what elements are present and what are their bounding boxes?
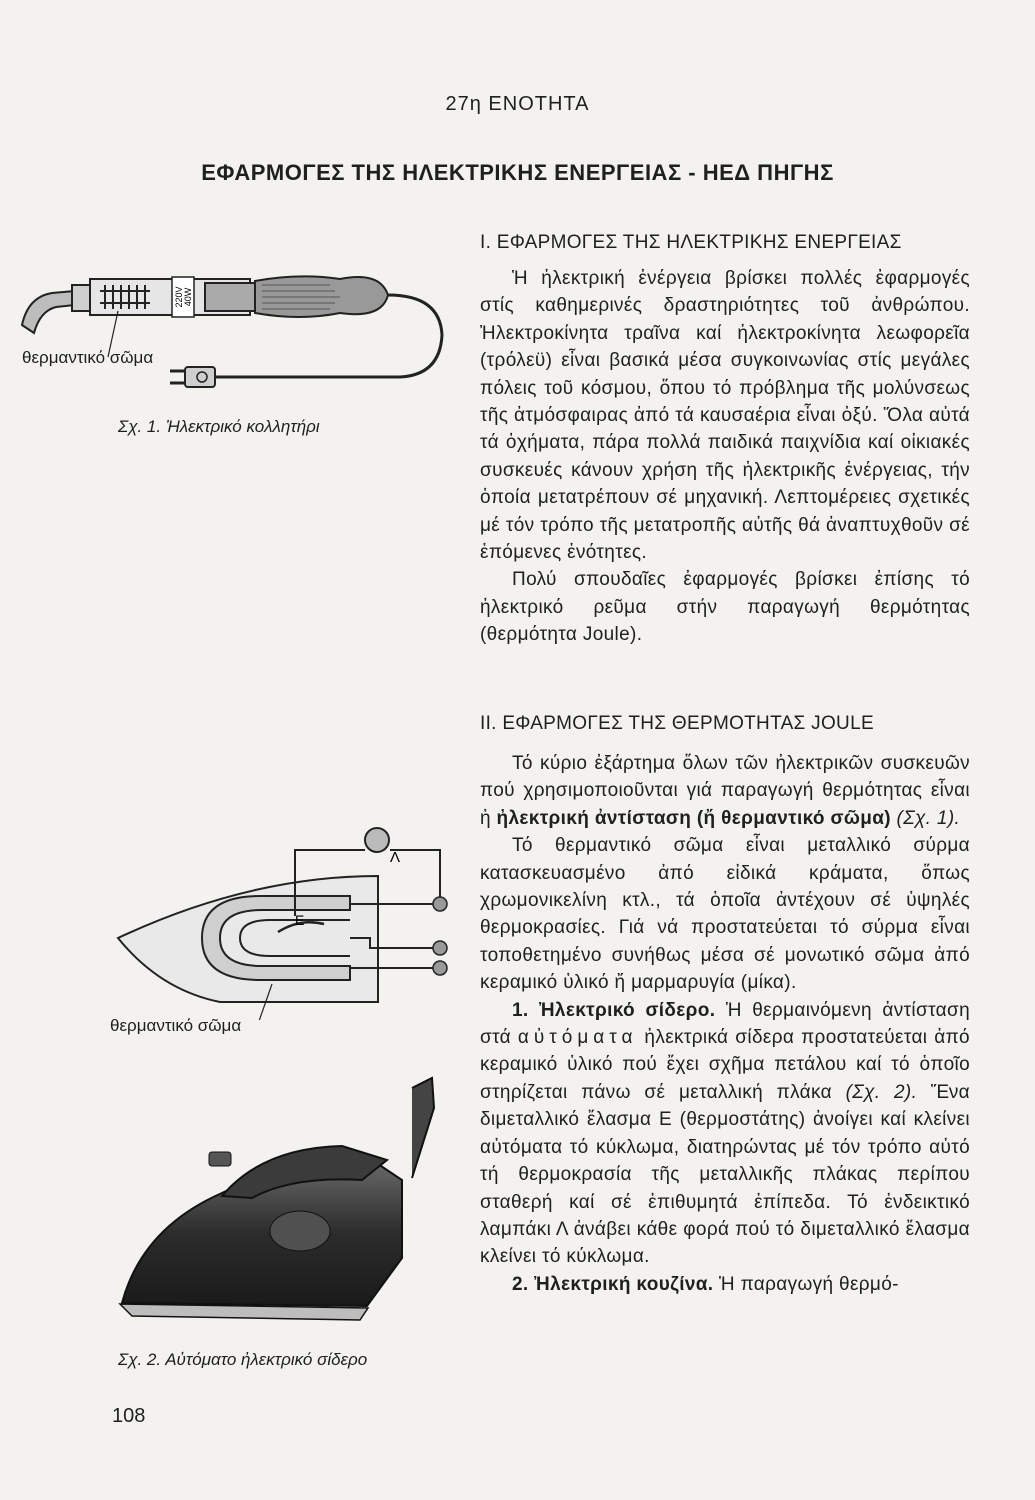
section2-paragraph-2 bbox=[480, 832, 970, 996]
s2p3-ref: (Σχ. 2). bbox=[845, 1081, 918, 1103]
electric-iron-photo bbox=[112, 1068, 452, 1338]
soldering-iron-illustration bbox=[0, 255, 470, 395]
section1-paragraph-2-text: Πολύ σπουδαῖες ἐφαρμογές βρίσκει ἐπίσης τό ἠλεκτρικό ρεῦμα στήν παραγωγή θερμότητας (θερμότητα Joule). bbox=[480, 569, 970, 646]
s2p1-term: ἠλεκτρική ἀντίσταση (ἤ θερμαντικό σῶμα) bbox=[496, 807, 891, 829]
figure2-label: θερμαντικό σῶμα bbox=[110, 1016, 242, 1035]
section2-paragraph-4 bbox=[480, 1271, 970, 1298]
section2-heading: ΙΙ. ΕΦΑΡΜΟΓΕΣ ΤΗΣ ΘΕΡΜΟΤΗΤΑΣ JOULE bbox=[480, 713, 874, 734]
page-number: 108 bbox=[112, 1405, 146, 1427]
s2p3-text-b: ἠλεκτρικά σίδερα προστατεύεται ἀπό κεραμικό ὑλικό πού ἔχει σχῆμα πετάλου καί τό ὁποῖο στηρίζεται πάνω σέ μεταλλική πλάκα bbox=[480, 1027, 970, 1103]
s2p3-text-a: Ἡ θερμαινόμενη ἀντίσταση στά bbox=[480, 999, 970, 1049]
s2p4-term: 2. Ἠλεκτρική κουζίνα. bbox=[512, 1273, 714, 1295]
section2-paragraph-3 bbox=[480, 997, 970, 1271]
bimetal-letter: Ε bbox=[295, 912, 305, 928]
section1-paragraph-2 bbox=[480, 566, 970, 648]
figure1-label: θερμαντικό σῶμα bbox=[22, 348, 154, 367]
lamp-letter: Λ bbox=[390, 849, 401, 866]
iron-schematic-diagram bbox=[110, 820, 470, 1020]
section1-paragraph-1 bbox=[480, 265, 970, 566]
s2p1-ref: (Σχ. 1). bbox=[890, 807, 961, 829]
section1-heading: Ι. ΕΦΑΡΜΟΓΕΣ ΤΗΣ ΗΛΕΚΤΡΙΚΗΣ ΕΝΕΡΓΕΙΑΣ bbox=[480, 232, 902, 253]
s2p2-text: Τό θερμαντικό σῶμα εἶναι μεταλλικό σύρμα κατασκευασμένο ἀπό εἰδικά κράματα, ὅπως χρωμονικελίνη κτλ., τά ὁποῖα ἀντέχουν σέ ὑψηλές θερμοκρασίες. Γιά νά προστατεύεται τό σύρμα εἶναι τοποθετημένο συνήθως μέσα σέ μονωτικό σῶμα ἀπό κεραμικό ὑλικό ἤ μαρμαρυγία (μίκα). bbox=[480, 835, 970, 994]
section1-paragraph-1-text: Ἡ ἠλεκτρική ἐνέργεια βρίσκει πολλές ἐφαρμογές στίς καθημερινές δραστηριότητες τοῦ ἀνθρώπου. Ἠλεκτροκίνητα τραῖνα καί ἠλεκτροκίνητα λεωφορεῖα (τρόλεϋ) εἶναι βασικά μέσα συγκοινωνίας στίς μεγάλες πόλεις τοῦ κόσμου, ὅπου τό πρόβλημα τῆς μολύνσεως τῆς ἀτμόσφαιρας ἀπό τά καυσαέρια εἶναι ὀξύ. Ὅλα αὐτά τά ὀχήματα, πάρα πολλά παιδικά παιχνίδια καί οἰκιακές συσκευές κάνουν χρήση τῆς ἠλεκτρικῆς ἐνέργειας, τήν ὁποία μετατρέπουν σέ μηχανική. Λεπτομέρειες σχετικές μέ τόν τρόπο τῆς μετατροπῆς αὐτῆς θά ἀναπτυχθοῦν σέ ἑπόμενες ἑνότητες. bbox=[480, 268, 970, 564]
figure1-caption: Σχ. 1. Ἠλεκτρικό κολλητήρι bbox=[118, 417, 320, 436]
unit-label: 27η ΕΝΟΤΗΤΑ bbox=[445, 93, 590, 115]
section2-paragraph-1 bbox=[480, 750, 970, 832]
section2-body bbox=[480, 750, 970, 1298]
chapter-title: ΕΦΑΡΜΟΓΕΣ ΤΗΣ ΗΛΕΚΤΡΙΚΗΣ ΕΝΕΡΓΕΙΑΣ - ΗΕΔ ΠΗΓΗΣ bbox=[201, 160, 834, 185]
s2p3-spaced: αὐτόματα bbox=[517, 1027, 638, 1049]
figure2-caption: Σχ. 2. Αὐτόματο ἠλεκτρικό σίδερο bbox=[118, 1350, 368, 1369]
s2p3-text-c: Ἕνα διμεταλλικό ἔλασμα Ε (θερμοστάτης) ἀνοίγει καί κλείνει αὐτόματα τό κύκλωμα, διατηρώντας μέ τόν τρόπο αὐτό τή θερμοκρασία τῆς μεταλλικῆς πλάκας περίπου σταθερή καί σέ ἐπιθυμητά ἐπίπεδα. Τό ἐνδεικτικό λαμπάκι Λ ἀνάβει κάθε φορά πού τό διμεταλλικό ἔλασμα κλείνει τό κύκλωμα. bbox=[480, 1081, 971, 1268]
s2p3-term: 1. Ἠλεκτρικό σίδερο. bbox=[512, 999, 716, 1021]
s2p4-text-a: Ἡ παραγωγή θερμό- bbox=[713, 1273, 899, 1295]
section1-body bbox=[480, 265, 970, 649]
s2p1-text-a: Τό κύριο ἐξάρτημα ὅλων τῶν ἠλεκτρικῶν συσκευῶν πού χρησιμοποιοῦνται γιά παραγωγή θερμότητας εἶναι ἡ bbox=[480, 753, 970, 829]
rating-voltage: 220V bbox=[174, 286, 184, 308]
rating-wattage: 40W bbox=[183, 287, 193, 307]
